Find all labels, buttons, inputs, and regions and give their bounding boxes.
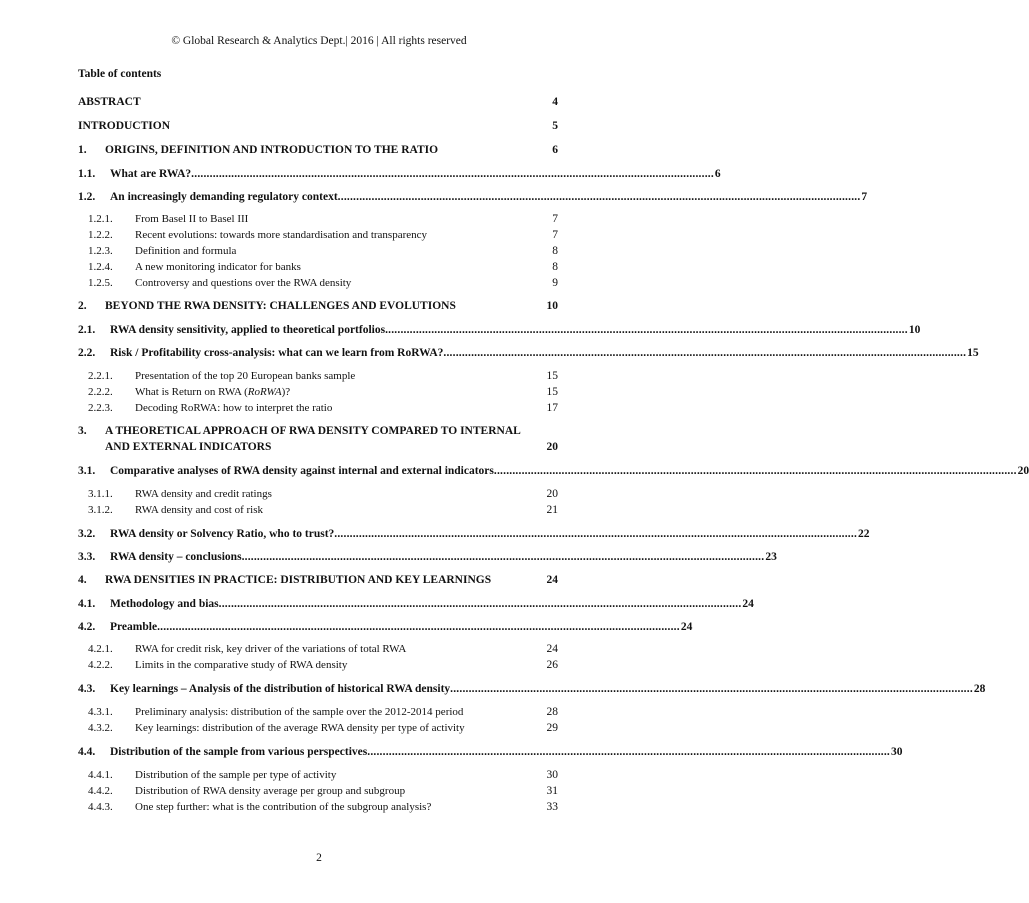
toc-entry-number: 2.2.3. — [88, 402, 113, 414]
toc-entry-title: An increasingly demanding regulatory context — [110, 191, 338, 203]
toc-entry-section-3[interactable] — [0, 423, 638, 439]
toc-entry-title: Comparative analyses of RWA density against internal and external indicators — [110, 465, 494, 477]
toc-entry-title: RWA DENSITIES IN PRACTICE: DISTRIBUTION AND KEY LEARNINGS — [105, 574, 492, 586]
toc-entry-page: 8 — [552, 261, 558, 273]
toc-entry-title: RWA for credit risk, key driver of the variations of total RWA — [135, 643, 407, 655]
toc-entry-section-3-1-1[interactable] — [0, 486, 638, 502]
toc-entry-page: 9 — [552, 277, 558, 289]
toc-entry-number: 1.2.5. — [88, 277, 113, 289]
toc-entry-title: RWA density and cost of risk — [135, 504, 264, 516]
toc-entry-title: Risk / Profitability cross-analysis: what can we learn from RoRWA? — [110, 347, 444, 359]
toc-entry-page: 31 — [546, 785, 558, 797]
toc-entry-page: 24 — [546, 643, 558, 655]
toc-entry-number: 4.3.2. — [88, 722, 113, 734]
toc-entry-section-4-4-3[interactable] — [0, 799, 638, 815]
toc-entry-title-part: )? — [281, 386, 291, 398]
toc-entry-title: A new monitoring indicator for banks — [135, 261, 301, 273]
toc-entry-page: 7 — [552, 213, 558, 225]
toc-entry-section-3-1[interactable] — [0, 463, 1029, 479]
toc-entry-title: Preliminary analysis: distribution of the sample over the 2012-2014 period — [135, 706, 464, 718]
toc-entry-section-2-2[interactable] — [0, 345, 979, 361]
toc-entry-section-1-2-5[interactable] — [0, 275, 638, 291]
toc-entry-title: RWA density and credit ratings — [135, 488, 272, 500]
toc-entry-introduction[interactable] — [0, 118, 638, 134]
page-header: © Global Research & Analytics Dept.| 2016 | All rights reserved — [171, 35, 467, 47]
toc-entry-section-2-2-3[interactable] — [0, 400, 638, 416]
toc-entry-section-1-2-4[interactable] — [0, 259, 638, 275]
toc-entry-section-4-2-2[interactable] — [0, 657, 638, 673]
toc-entry-title-italic: RoRWA — [247, 386, 282, 398]
toc-entry-number: 1.2.1. — [88, 213, 113, 225]
toc-entry-number: 1.2.2. — [88, 229, 113, 241]
toc-entry-page: 24 — [680, 621, 693, 633]
toc-entry-title: RWA density – conclusions — [110, 551, 242, 563]
toc-entry-number: 4.2.1. — [88, 643, 113, 655]
toc-entry-number: 4.4.1. — [88, 769, 113, 781]
toc-entry-section-1[interactable] — [0, 142, 638, 158]
toc-entry-page: 10 — [546, 300, 558, 312]
toc-entry-section-4-4-1[interactable] — [0, 767, 638, 783]
toc-entry-number: 2.2.1. — [88, 370, 113, 382]
dot-leader: .......................................................................................................................................................................... — [241, 551, 765, 563]
toc-entry-title: BEYOND THE RWA DENSITY: CHALLENGES AND EVOLUTIONS — [105, 300, 456, 312]
toc-entry-number: 4.4.2. — [88, 785, 113, 797]
toc-entry-page: 28 — [546, 706, 558, 718]
toc-entry-number: 1.1. — [78, 168, 96, 180]
dot-leader: .......................................................................................................................................................................... — [367, 746, 890, 758]
toc-entry-number: 1.2.4. — [88, 261, 113, 273]
toc-entry-section-3-cont[interactable] — [0, 439, 638, 455]
toc-entry-title: Methodology and bias — [110, 598, 219, 610]
toc-entry-number: 4.4.3. — [88, 801, 113, 813]
toc-entry-page: 30 — [891, 746, 903, 758]
toc-entry-section-4-1[interactable] — [0, 596, 754, 612]
toc-entry-section-4-2-1[interactable] — [0, 641, 638, 657]
toc-entry-section-1-2-3[interactable] — [0, 243, 638, 259]
toc-entry-page: 7 — [552, 229, 558, 241]
dot-leader: .......................................................................................................................................................................... — [443, 347, 967, 359]
toc-entry-number: 4.2. — [78, 621, 96, 633]
toc-entry-title-line2: AND EXTERNAL INDICATORS — [105, 441, 272, 453]
dot-leader: .......................................................................................................................................................................... — [450, 683, 973, 695]
toc-entry-page: 21 — [546, 504, 558, 516]
toc-title: Table of contents — [78, 68, 162, 80]
toc-entry-title: What are RWA? — [110, 168, 192, 180]
toc-entry-page: 29 — [546, 722, 558, 734]
toc-entry-section-1-2[interactable] — [0, 189, 868, 205]
toc-entry-number: 2.2. — [78, 347, 96, 359]
dot-leader: .......................................................................................................................................................................... — [334, 528, 858, 540]
toc-entry-number: 4. — [78, 574, 87, 586]
toc-entry-page: 8 — [552, 245, 558, 257]
toc-entry-page: 30 — [546, 769, 558, 781]
toc-entry-section-4-2[interactable] — [0, 619, 693, 635]
toc-entry-number: 3.1.2. — [88, 504, 113, 516]
toc-entry-number: 3.1. — [78, 465, 96, 477]
toc-entry-number: 3.2. — [78, 528, 96, 540]
toc-entry-title: One step further: what is the contribution of the subgroup analysis? — [135, 801, 432, 813]
toc-entry-title: ORIGINS, DEFINITION AND INTRODUCTION TO THE RATIO — [105, 144, 439, 156]
toc-entry-number: 2.1. — [78, 324, 96, 336]
toc-entry-title-part: What is Return on RWA ( — [135, 386, 248, 398]
toc-entry-title: RWA density or Solvency Ratio, who to trust? — [110, 528, 335, 540]
toc-entry-page: 24 — [546, 574, 558, 586]
toc-entry-section-1-1[interactable] — [0, 166, 721, 182]
toc-entry-title: Limits in the comparative study of RWA density — [135, 659, 348, 671]
toc-entry-number: 2. — [78, 300, 87, 312]
toc-entry-section-3-3[interactable] — [0, 549, 777, 565]
toc-entry-page: 20 — [1017, 465, 1029, 477]
toc-entry-title: ABSTRACT — [78, 96, 141, 108]
page-number: 2 — [316, 852, 322, 864]
toc-entry-section-4[interactable] — [0, 572, 638, 588]
toc-entry-title: Preamble — [110, 621, 158, 633]
toc-entry-section-1-2-1[interactable] — [0, 211, 638, 227]
toc-entry-page: 33 — [546, 801, 558, 813]
toc-entry-page: 15 — [546, 370, 558, 382]
toc-entry-section-2-2-1[interactable] — [0, 368, 638, 384]
dot-leader: .......................................................................................................................................................................... — [191, 168, 714, 180]
toc-entry-page: 23 — [765, 551, 777, 563]
toc-entry-title: Recent evolutions: towards more standardisation and transparency — [135, 229, 428, 241]
toc-entry-title: From Basel II to Basel III — [135, 213, 249, 225]
toc-entry-title: Decoding RoRWA: how to interpret the ratio — [135, 402, 333, 414]
toc-entry-page: 20 — [546, 488, 558, 500]
toc-entry-section-2[interactable] — [0, 298, 638, 314]
dot-leader: .......................................................................................................................................................................... — [218, 598, 742, 610]
dot-leader: .......................................................................................................................................................................... — [385, 324, 908, 336]
toc-entry-title: Distribution of RWA density average per group and subgroup — [135, 785, 406, 797]
toc-entry-page: 22 — [858, 528, 870, 540]
toc-entry-number: 1.2.3. — [88, 245, 113, 257]
toc-entry-section-3-1-2[interactable] — [0, 502, 638, 518]
toc-entry-title: Definition and formula — [135, 245, 237, 257]
toc-entry-section-4-3-2[interactable] — [0, 720, 638, 736]
toc-entry-page: 15 — [967, 347, 979, 359]
toc-entry-section-4-4[interactable] — [0, 744, 903, 760]
toc-entry-title: Key learnings – Analysis of the distribution of historical RWA density — [110, 683, 451, 695]
toc-entry-section-4-3-1[interactable] — [0, 704, 638, 720]
toc-entry-number: 4.3. — [78, 683, 96, 695]
toc-entry-page: 15 — [546, 386, 558, 398]
toc-entry-page: 26 — [546, 659, 558, 671]
toc-entry-number: 4.2.2. — [88, 659, 113, 671]
toc-entry-title-line1: A THEORETICAL APPROACH OF RWA DENSITY COMPARED TO INTERNAL — [105, 425, 521, 437]
toc-entry-page: 7 — [861, 191, 868, 203]
toc-entry-title: Distribution of the sample from various perspectives — [110, 746, 368, 758]
toc-entry-page: 6 — [714, 168, 721, 180]
toc-entry-number: 4.3.1. — [88, 706, 113, 718]
toc-entry-page: 24 — [742, 598, 754, 610]
toc-entry-section-2-1[interactable] — [0, 322, 921, 338]
toc-entry-section-2-2-2[interactable] — [0, 384, 638, 400]
toc-entry-page: 10 — [908, 324, 921, 336]
toc-entry-number: 4.4. — [78, 746, 96, 758]
toc-entry-section-4-3[interactable] — [0, 681, 986, 697]
toc-entry-title: RWA density sensitivity, applied to theoretical portfolios — [110, 324, 386, 336]
toc-entry-page: 17 — [546, 402, 558, 414]
toc-entry-page: 4 — [552, 96, 558, 108]
toc-entry-section-1-2-2[interactable] — [0, 227, 638, 243]
toc-entry-abstract[interactable] — [0, 94, 638, 110]
toc-entry-number: 4.1. — [78, 598, 96, 610]
toc-entry-page: 5 — [552, 120, 558, 132]
toc-entry-number: 2.2.2. — [88, 386, 113, 398]
dot-leader: .......................................................................................................................................................................... — [337, 191, 861, 203]
toc-entry-number: 3.3. — [78, 551, 96, 563]
toc-entry-title: INTRODUCTION — [78, 120, 171, 132]
toc-entry-title: Distribution of the sample per type of activity — [135, 769, 337, 781]
dot-leader: .......................................................................................................................................................................... — [157, 621, 680, 633]
toc-entry-title: Controversy and questions over the RWA density — [135, 277, 352, 289]
toc-entry-section-3-2[interactable] — [0, 526, 870, 542]
toc-entry-page: 20 — [546, 441, 558, 453]
toc-entry-number: 3. — [78, 425, 87, 437]
toc-entry-title: Presentation of the top 20 European banks sample — [135, 370, 356, 382]
toc-entry-section-4-4-2[interactable] — [0, 783, 638, 799]
toc-entry-number: 1. — [78, 144, 87, 156]
toc-entry-number: 1.2. — [78, 191, 96, 203]
toc-entry-title: Key learnings: distribution of the average RWA density per type of activity — [135, 722, 465, 734]
toc-entry-page: 6 — [552, 144, 558, 156]
toc-entry-number: 3.1.1. — [88, 488, 113, 500]
dot-leader: .......................................................................................................................................................................... — [493, 465, 1017, 477]
toc-entry-title — [135, 384, 290, 400]
toc-entry-page: 28 — [973, 683, 986, 695]
